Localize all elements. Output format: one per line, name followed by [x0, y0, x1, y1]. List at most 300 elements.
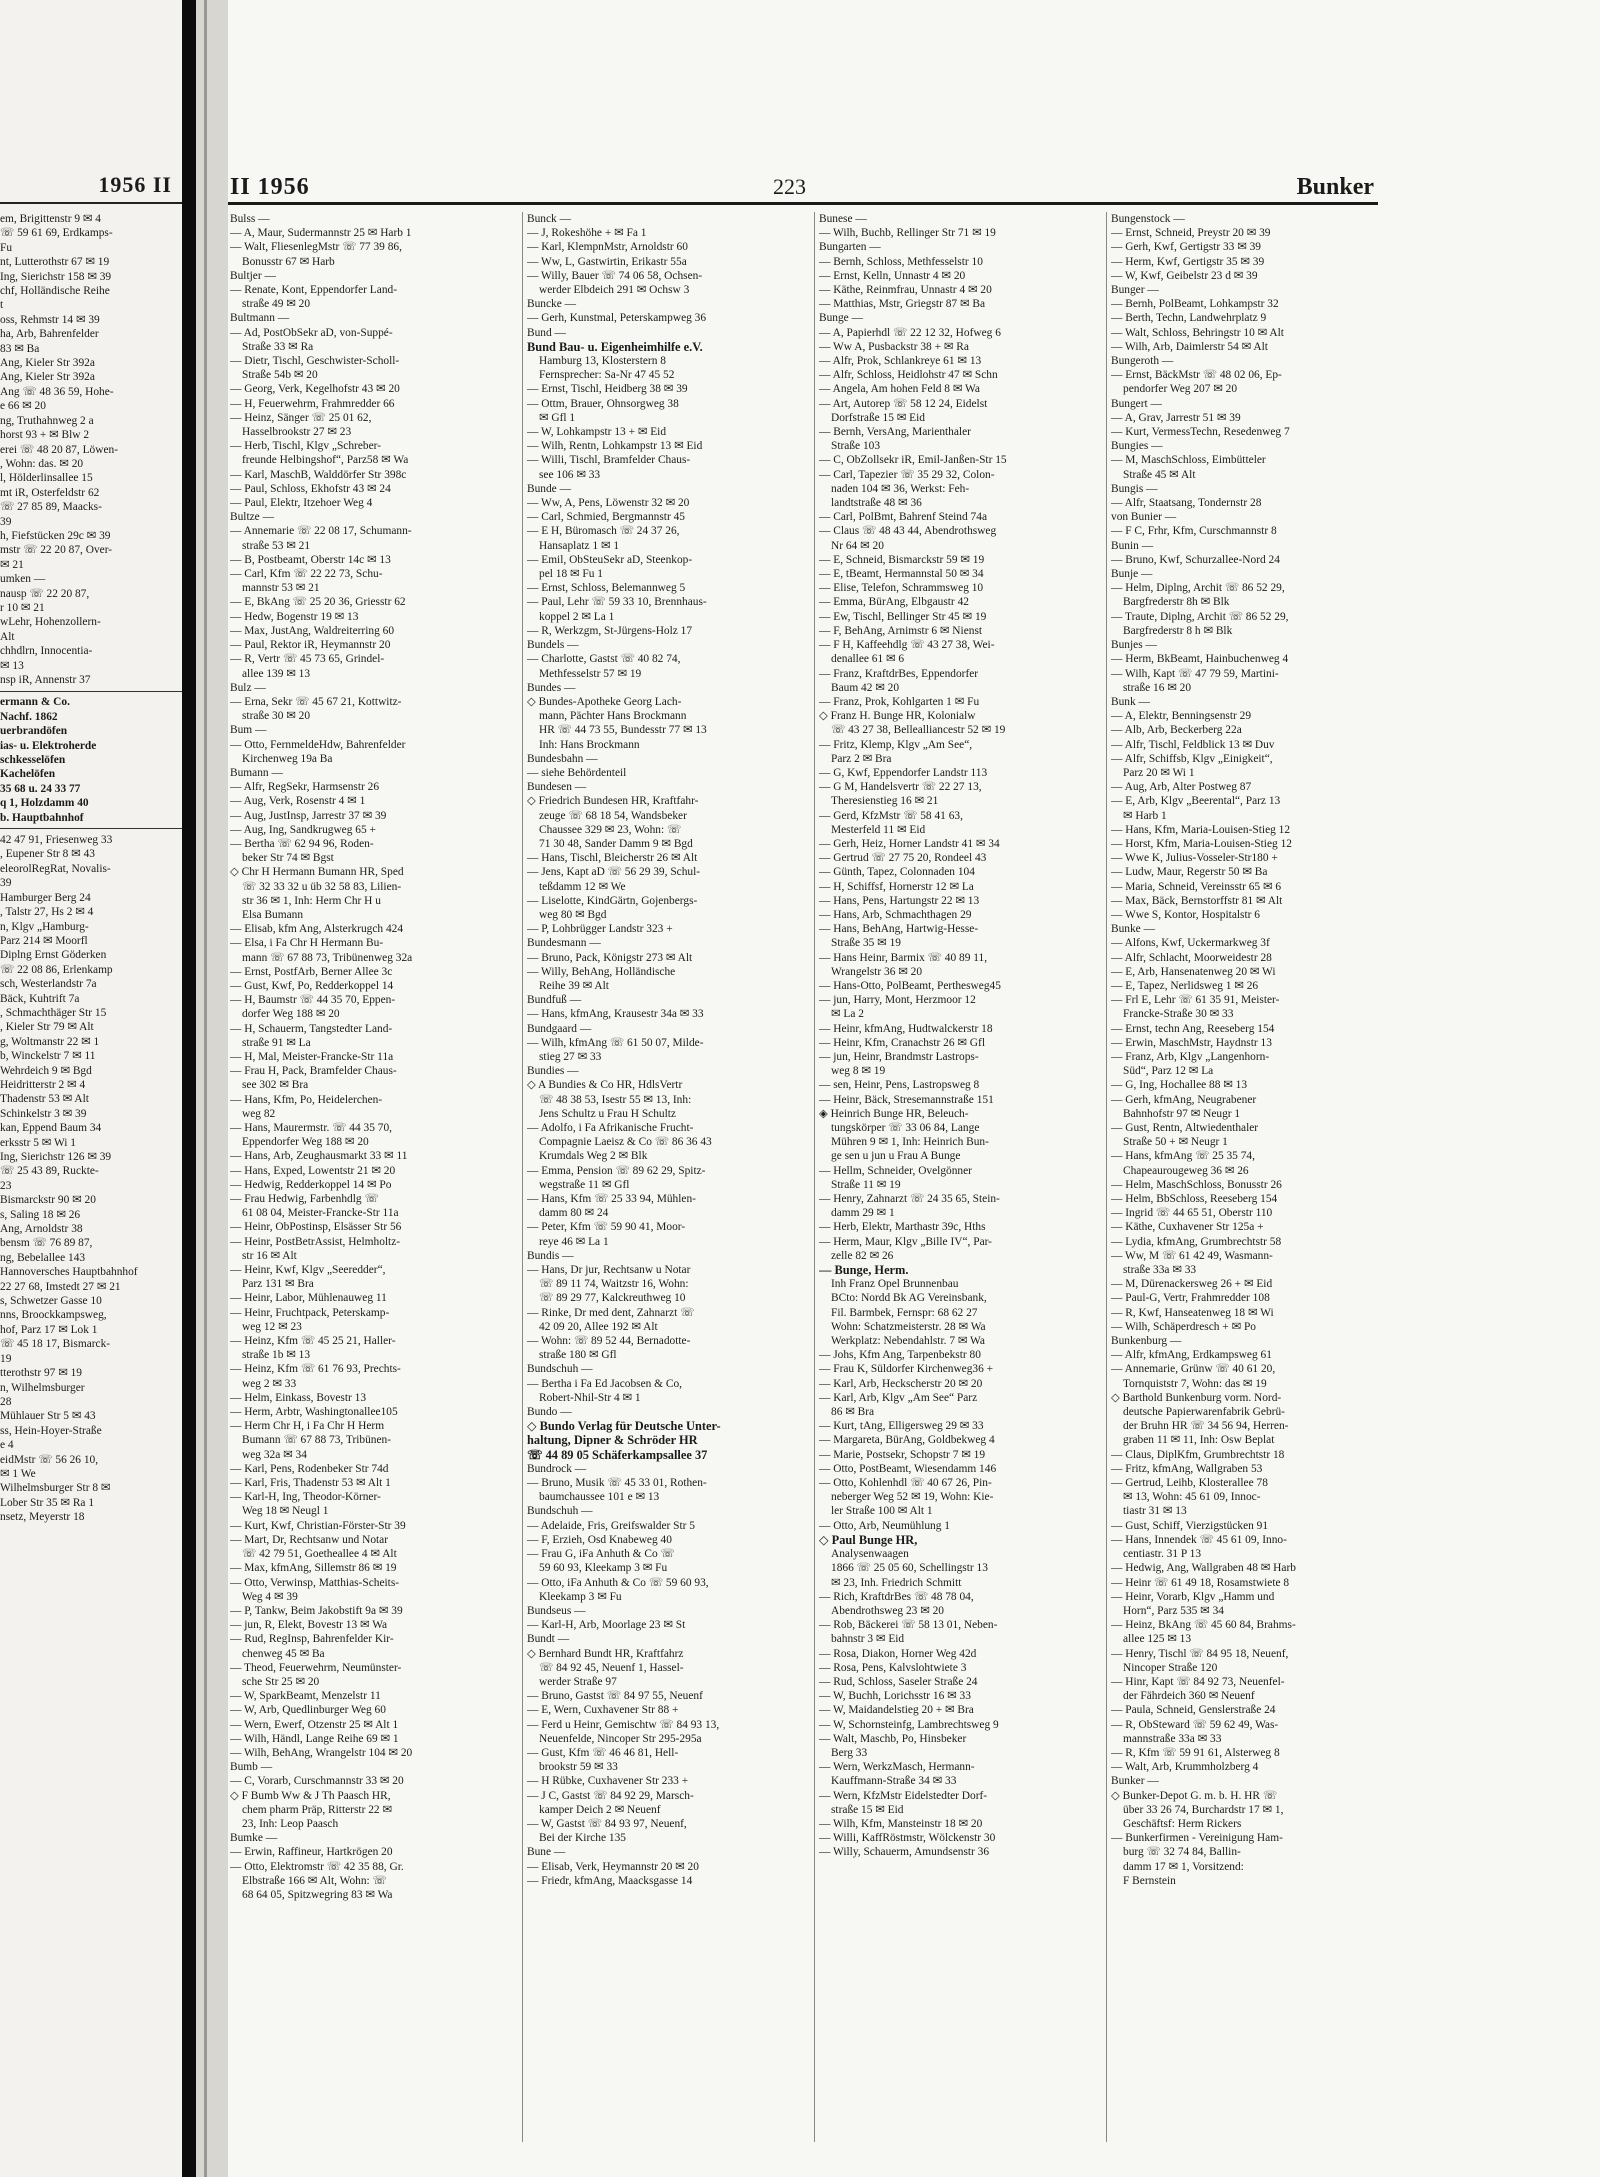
- directory-entry: Tornquiststr 7, Wohn: das ✉ 19: [1123, 1377, 1267, 1390]
- directory-entry: reye 46 ✉ La 1: [539, 1235, 609, 1248]
- adjacent-page-line: chhdlrn, Innocentia-: [0, 645, 93, 658]
- directory-entry: — F C, Frhr, Kfm, Curschmannstr 8: [1111, 525, 1277, 538]
- adjacent-page-line: , Kieler Str 79 ✉ Alt: [0, 1021, 94, 1034]
- directory-entry: naden 104 ✉ 36, Werkst: Feh-: [831, 482, 970, 495]
- directory-entry: — Otto, iFa Anhuth & Co ☏ 59 60 93,: [527, 1576, 709, 1589]
- adjacent-page-line: 19: [0, 1352, 12, 1365]
- surname-heading: Bumke —: [230, 1832, 278, 1845]
- directory-entry: — W, Buchh, Lorichsstr 16 ✉ 33: [819, 1690, 971, 1703]
- directory-entry: — Käthe, Reinmfrau, Unnastr 4 ✉ 20: [819, 284, 992, 297]
- directory-entry: — Aug, Verk, Rosenstr 4 ✉ 1: [230, 795, 366, 808]
- directory-entry: Francke-Straße 30 ✉ 33: [1123, 1008, 1234, 1021]
- directory-entry: Kauffmann-Straße 34 ✉ 33: [831, 1775, 957, 1788]
- directory-entry: ◇ Bunker-Depot G. m. b. H. HR ☏: [1111, 1789, 1278, 1802]
- directory-entry: straße 33a ✉ 33: [1123, 1264, 1197, 1277]
- adjacent-page-line: Diplng Ernst Göderken: [0, 949, 107, 962]
- directory-entry: ler Straße 100 ✉ Alt 1: [831, 1505, 933, 1518]
- directory-entry: chem pharm Präp, Ritterstr 22 ✉: [242, 1803, 392, 1816]
- directory-entry: — Fritz, Klemp, Klgv „Am See“,: [819, 738, 973, 751]
- surname-heading: Bundesen —: [527, 781, 587, 794]
- page-number: 223: [773, 174, 806, 199]
- directory-entry: — Rich, KraftdrBes ☏ 48 78 04,: [819, 1590, 974, 1603]
- adjacent-page-line: 23: [0, 1179, 12, 1192]
- directory-column-3: [814, 212, 1101, 2142]
- surname-heading: Bunjes —: [1111, 639, 1157, 652]
- surname-heading: Bundt —: [527, 1633, 570, 1646]
- surname-heading: Bundesbahn —: [527, 752, 598, 765]
- adjacent-page-line: , Eupener Str 8 ✉ 43: [0, 848, 95, 861]
- directory-entry: — Paul, Schloss, Ekhofstr 43 ✉ 24: [230, 482, 391, 495]
- directory-entry: — Otto, Arb, Neumühlung 1: [819, 1519, 950, 1532]
- adjacent-page-line: 28: [0, 1395, 12, 1408]
- directory-entry: — Willy, Bauer ☏ 74 06 58, Ochsen-: [527, 269, 703, 282]
- directory-entry: straße 180 ✉ Gfl: [539, 1349, 617, 1362]
- directory-entry: — B, Postbeamt, Oberstr 14c ✉ 13: [230, 553, 391, 566]
- directory-entry: — Karl-H, Ing, Theodor-Körner-: [230, 1491, 381, 1504]
- directory-entry: — Adelaide, Fris, Greifswalder Str 5: [527, 1519, 695, 1532]
- directory-entry: straße 53 ✉ 21: [242, 539, 311, 552]
- adjacent-page-line: kan, Eppend Baum 34: [0, 1122, 102, 1135]
- directory-entry: — Charlotte, Gastst ☏ 40 82 74,: [527, 653, 681, 666]
- adjacent-page-line: Heidritterstr 2 ✉ 4: [0, 1078, 86, 1091]
- directory-entry: Mesterfeld 11 ✉ Eid: [831, 823, 926, 836]
- directory-entry: weg 80 ✉ Bgd: [539, 908, 607, 921]
- directory-entry: — Rinke, Dr med dent, Zahnarzt ☏: [527, 1306, 695, 1319]
- directory-entry: Berg 33: [831, 1746, 868, 1759]
- directory-entry: 68 64 05, Spitzwegring 83 ✉ Wa: [242, 1888, 393, 1901]
- directory-entry: centiastr. 31 P 13: [1123, 1548, 1202, 1561]
- directory-entry: — F, BehAng, Arnimstr 6 ✉ Nienst: [819, 624, 983, 637]
- directory-entry: — G, Ing, Hochallee 88 ✉ 13: [1111, 1079, 1248, 1092]
- surname-heading: Bunck —: [527, 213, 571, 225]
- directory-entry: weg 12 ✉ 23: [242, 1320, 302, 1333]
- directory-entry: — Ernst, Schloss, Belemannweg 5: [527, 582, 686, 595]
- adjacent-page-line: ✉ 1 We: [0, 1467, 36, 1480]
- directory-entry: Methfesselstr 57 ✉ 19: [539, 667, 642, 680]
- directory-entry: ◇ Friedrich Bundesen HR, Kraftfahr-: [527, 795, 699, 808]
- directory-entry: — Heinz, Kfm ☏ 45 25 21, Haller-: [230, 1335, 396, 1348]
- directory-entry: Baum 42 ✉ 20: [831, 681, 900, 694]
- surname-heading: Bundseus —: [527, 1604, 586, 1617]
- directory-entry: — E, Wern, Cuxhavener Str 88 +: [527, 1704, 679, 1717]
- adjacent-page-line: chf, Holländische Reihe: [0, 285, 110, 298]
- directory-entry: — Rud, RegInsp, Bahrenfelder Kir-: [230, 1633, 394, 1646]
- directory-entry: — Heinr, Kfm, Cranachstr 26 ✉ Gfl: [819, 1036, 985, 1049]
- directory-entry: — Otto, Elektromstr ☏ 42 35 88, Gr.: [230, 1860, 404, 1873]
- adjacent-page-line: hof, Parz 17 ✉ Lok 1: [0, 1323, 98, 1336]
- directory-entry: Analysenwaagen: [831, 1548, 909, 1561]
- directory-entry: Krumdals Weg 2 ✉ Blk: [539, 1150, 648, 1163]
- directory-entry: Bund Bau- u. Eigenheimhilfe e.V.: [527, 339, 703, 354]
- directory-entry: Bumann ☏ 67 88 73, Tribünen-: [242, 1434, 392, 1447]
- adjacent-page-line: Hannoversches Hauptbahnhof: [0, 1266, 138, 1279]
- directory-entry: — Frau G, iFa Anhuth & Co ☏: [527, 1548, 675, 1561]
- adjacent-page-line: s, Saling 18 ✉ 26: [0, 1208, 81, 1221]
- directory-entry: — E H, Büromasch ☏ 24 37 26,: [527, 525, 680, 538]
- surname-heading: Bunk —: [1111, 695, 1150, 708]
- directory-entry: — W, Schornsteinfg, Lambrechtsweg 9: [819, 1718, 999, 1731]
- adjacent-page-header: [0, 172, 182, 204]
- directory-entry: — Franz, KraftdrBes, Eppendorfer: [819, 667, 979, 680]
- directory-entry: — Ernst, BäckMstr ☏ 48 02 06, Ep-: [1111, 369, 1282, 382]
- directory-entry: der Bruhn HR ☏ 34 56 94, Herren-: [1123, 1420, 1289, 1433]
- adjacent-page-line: Lober Str 35 ✉ Ra 1: [0, 1496, 95, 1509]
- directory-entry: — Henry, Zahnarzt ☏ 24 35 65, Stein-: [819, 1193, 1000, 1206]
- directory-entry: — H, Baumstr ☏ 44 35 70, Eppen-: [230, 994, 396, 1007]
- directory-entry: ◇ Barthold Bunkenburg vorm. Nord-: [1111, 1391, 1282, 1404]
- directory-entry: — Alfr, Prok, Schlankreye 61 ✉ 13: [819, 355, 982, 368]
- directory-entry: Neuenfelde, Nincoper Str 295-295a: [539, 1732, 702, 1745]
- directory-entry: — Franz, Arb, Klgv „Langenhorn-: [1111, 1050, 1270, 1063]
- directory-entry: — Carl, Kfm ☏ 22 22 73, Schu-: [230, 568, 383, 581]
- directory-entry: — Wilh, Buchb, Rellinger Str 71 ✉ 19: [819, 227, 996, 240]
- directory-entry: — Herm, BkBeamt, Hainbuchenweg 4: [1111, 653, 1289, 666]
- directory-entry: Elsa Bumann: [242, 908, 304, 921]
- directory-entry: Parz 2 ✉ Bra: [831, 752, 892, 765]
- adjacent-page-line: ✉ 21: [0, 558, 24, 571]
- surname-heading: Bunkenburg —: [1111, 1335, 1182, 1348]
- directory-entry: — jun, Heinr, Brandmstr Lastrops-: [819, 1050, 979, 1063]
- directory-entry: — Lydia, kfmAng, Grumbrechtstr 58: [1111, 1235, 1282, 1248]
- directory-entry: Inh Franz Opel Brunnenbau: [831, 1278, 959, 1291]
- directory-entry: — Erna, Sekr ☏ 45 67 21, Kottwitz-: [230, 695, 402, 708]
- directory-entry: — Hans, Kfm, Maria-Louisen-Stieg 12: [1111, 823, 1291, 836]
- directory-entry: — Wilh, Händl, Lange Reihe 69 ✉ 1: [230, 1732, 399, 1745]
- directory-entry: Straße 54b ✉ 20: [242, 369, 318, 382]
- directory-entry: — Carl, Tapezier ☏ 35 29 32, Colon-: [819, 468, 995, 481]
- directory-entry: — Heinz, Kfm ☏ 61 76 93, Prechts-: [230, 1363, 401, 1376]
- directory-entry: Weg 4 ✉ 39: [242, 1590, 298, 1603]
- surname-heading: Bunin —: [1111, 539, 1154, 552]
- directory-entry: — Ottm, Brauer, Ohnsorgweg 38: [527, 397, 679, 410]
- directory-entry: — Max, Bäck, Bernstorffstr 81 ✉ Alt: [1111, 894, 1283, 907]
- directory-entry: — Heinr, PostBetrAssist, Helmholtz-: [230, 1235, 401, 1248]
- directory-entry: Dorfstraße 15 ✉ Eid: [831, 411, 926, 424]
- surname-heading: Bundes —: [527, 681, 576, 694]
- directory-entry: ☏ 89 29 77, Kalckreuthweg 10: [539, 1292, 686, 1305]
- directory-entry: haltung, Dipner & Schröder HR: [527, 1433, 698, 1448]
- directory-entry: — Liselotte, KindGärtn, Gojenbergs-: [527, 894, 698, 907]
- adjacent-page-line: r 10 ✉ 21: [0, 601, 45, 614]
- directory-entry: Nr 64 ✉ 20: [831, 539, 884, 552]
- directory-entry: mannstr 53 ✉ 21: [242, 582, 320, 595]
- surname-heading: Bum —: [230, 724, 267, 737]
- directory-entry: — Hans, kfmAng ☏ 25 35 74,: [1111, 1150, 1255, 1163]
- directory-entry: weg 2 ✉ 33: [242, 1377, 297, 1390]
- directory-entry: — Franz, Prok, Kohlgarten 1 ✉ Fu: [819, 695, 980, 708]
- directory-entry: — Alfons, Kwf, Uckermarkweg 3f: [1111, 937, 1270, 950]
- adjacent-page-line: nt, Lutterothstr 67 ✉ 19: [0, 256, 110, 269]
- directory-entry: — H Rübke, Cuxhavener Str 233 +: [527, 1775, 689, 1788]
- book-gutter: [196, 0, 228, 2177]
- directory-entry: — Emil, ObSteuSekr aD, Steenkop-: [527, 553, 693, 566]
- directory-entry: ◈ Heinrich Bunge HR, Beleuch-: [819, 1107, 969, 1120]
- directory-entry: — Heinr, ObPostinsp, Elsässer Str 56: [230, 1221, 402, 1234]
- directory-entry: — Günth, Tapez, Colonnaden 104: [819, 866, 975, 879]
- adjacent-page-line: Wehrdeich 9 ✉ Bgd: [0, 1064, 92, 1077]
- directory-entry: graben 11 ✉ 11, Inh: Osw Beplat: [1123, 1434, 1275, 1447]
- directory-entry: — Bruno, Pack, Königstr 273 ✉ Alt: [527, 951, 693, 964]
- directory-entry: — Dietr, Tischl, Geschwister-Scholl-: [230, 355, 400, 368]
- directory-entry: 59 60 93, Kleekamp 3 ✉ Fu: [539, 1562, 668, 1575]
- directory-entry: — Heinr, Vorarb, Klgv „Hamm und: [1111, 1590, 1275, 1603]
- directory-entry: — Karl-H, Arb, Moorlage 23 ✉ St: [527, 1619, 686, 1632]
- directory-entry: Parz 20 ✉ Wi 1: [1123, 766, 1195, 779]
- surname-heading: Bune —: [527, 1846, 566, 1859]
- directory-entry: ◇ Bundo Verlag für Deutsche Unter-: [527, 1419, 721, 1434]
- directory-entry: — Gust, Rentn, Altwiedenthaler: [1111, 1122, 1259, 1134]
- directory-entry: — jun, R, Elekt, Bovestr 13 ✉ Wa: [230, 1619, 388, 1632]
- directory-entry: — Berth, Techn, Landwehrplatz 9: [1111, 312, 1267, 325]
- directory-entry: — Heinr ☏ 61 49 18, Rosamstwiete 8: [1111, 1576, 1290, 1589]
- directory-entry: Fil. Barmbek, Fernspr: 68 62 27: [831, 1306, 978, 1319]
- directory-entry: ◇ Franz H. Bunge HR, Kolonialw: [819, 710, 976, 723]
- directory-entry: — H, Schauerm, Tangstedter Land-: [230, 1022, 393, 1035]
- adjacent-page-line: mstr ☏ 22 20 87, Over-: [0, 544, 113, 557]
- directory-entry: zelle 82 ✉ 26: [831, 1249, 894, 1262]
- directory-entry: — Hans, Kfm, Po, Heidelerchen-: [230, 1093, 383, 1106]
- directory-entry: — Hedw, Bogenstr 19 ✉ 13: [230, 610, 359, 623]
- adjacent-page-line: , Schmachthäger Str 15: [0, 1006, 107, 1019]
- directory-entry: — Helm, Diplng, Archit ☏ 86 52 29,: [1111, 582, 1285, 595]
- directory-entry: — Hans, Kfm ☏ 25 33 94, Mühlen-: [527, 1193, 696, 1206]
- directory-entry: ☏ 89 11 74, Waitzstr 16, Wohn:: [539, 1278, 689, 1291]
- surname-heading: Bundels —: [527, 639, 579, 652]
- directory-entry: — Adolfo, i Fa Afrikanische Frucht-: [527, 1122, 694, 1134]
- directory-entry: — Hellm, Schneider, Ovelgönner: [819, 1164, 972, 1177]
- directory-entry: — Karl, KlempnMstr, Arnoldstr 60: [527, 241, 688, 254]
- directory-entry: — Elsa, i Fa Chr H Hermann Bu-: [230, 937, 384, 950]
- adjacent-page-line: horst 93 + ✉ Blw 2: [0, 429, 90, 442]
- directory-entry: — Gerh, kfmAng, Neugrabener: [1111, 1093, 1257, 1106]
- directory-entry: Hansaplatz 1 ✉ 1: [539, 539, 620, 552]
- surname-heading: Bundfuß —: [527, 994, 582, 1007]
- adjacent-page-line: Ang, Kieler Str 392a: [0, 371, 95, 384]
- surname-heading: Bundies —: [527, 1065, 579, 1078]
- directory-entry: str 36 ✉ 1, Inh: Herm Chr H u: [242, 894, 381, 907]
- surname-heading: Bulz —: [230, 681, 266, 694]
- directory-column-4: [1106, 212, 1378, 2142]
- directory-entry: — Wern, KfzMstr Eidelstedter Dorf-: [819, 1789, 988, 1802]
- directory-entry: — C, ObZollsekr iR, Emil-Janßen-Str 15: [819, 454, 1007, 467]
- directory-entry: Robert-Nhil-Str 4 ✉ 1: [539, 1391, 641, 1404]
- directory-entry: deutsche Papierwarenfabrik Gebrü-: [1123, 1406, 1285, 1419]
- directory-entry: — W, Kwf, Geibelstr 23 d ✉ 39: [1111, 269, 1258, 282]
- adjacent-page-line: erksstr 5 ✉ Wi 1: [0, 1136, 76, 1149]
- adjacent-page-line: Ang, Kieler Str 392a: [0, 357, 95, 370]
- directory-entry: Jens Schultz u Frau H Schultz: [539, 1107, 676, 1120]
- adjacent-page-line: Thadenstr 53 ✉ Alt: [0, 1093, 89, 1106]
- adjacent-page-line: Fu: [0, 241, 13, 254]
- directory-entry: — E, Arb, Klgv „Beerental“, Parz 13: [1111, 795, 1281, 808]
- directory-entry: — Friedr, kfmAng, Maacksgasse 14: [527, 1874, 693, 1887]
- adjacent-page-line: ☏ 27 85 89, Maacks-: [0, 501, 102, 514]
- directory-entry: — Wwe K, Julius-Vosseler-Str180 +: [1111, 852, 1278, 865]
- directory-entry: ◇ Bundes-Apotheke Georg Lach-: [527, 695, 682, 708]
- advert-line: ias- u. Elektroherde: [0, 739, 97, 752]
- directory-entry: — Helm, Einkass, Bovestr 13: [230, 1391, 367, 1404]
- directory-entry: — M, MaschSchloss, Eimbütteler: [1111, 454, 1266, 467]
- directory-entry: sche Str 25 ✉ 20: [242, 1675, 320, 1688]
- directory-entry: — Ernst, techn Ang, Reeseberg 154: [1111, 1022, 1275, 1035]
- directory-entry: — Paul, Elektr, Itzehoer Weg 4: [230, 497, 373, 510]
- directory-entry: — Heinz, Sänger ☏ 25 01 62,: [230, 411, 372, 424]
- adjacent-page-line: ha, Arb, Bahrenfelder: [0, 328, 99, 341]
- directory-entry: — W, Maidandelstieg 20 + ✉ Bra: [819, 1704, 974, 1717]
- directory-entry: — Alfr, Schloss, Heidlohstr 47 ✉ Schn: [819, 369, 998, 382]
- adjacent-page-line: s, Schwetzer Gasse 10: [0, 1295, 102, 1308]
- adjacent-page-line: 42 47 91, Friesenweg 33: [0, 834, 113, 847]
- directory-entry: — Ew, Tischl, Bellinger Str 45 ✉ 19: [819, 610, 987, 623]
- directory-entry: — Max, JustAng, Waldreiterring 60: [230, 624, 395, 637]
- directory-entry: — Herm, Arbtr, Washingtonallee105: [230, 1406, 398, 1419]
- surname-heading: Bunger —: [1111, 284, 1159, 297]
- directory-entry: — Kurt, tAng, Elligersweg 29 ✉ 33: [819, 1420, 984, 1433]
- adjacent-page-line: Parz 214 ✉ Moorfl: [0, 934, 88, 947]
- surname-heading: Bumann —: [230, 766, 283, 779]
- adjacent-page-line: Ang, Arnoldstr 38: [0, 1223, 83, 1236]
- adjacent-page-line: umken —: [0, 573, 46, 586]
- directory-entry: werder Elbdeich 291 ✉ Ochsw 3: [539, 284, 690, 297]
- adjacent-page-line: 83 ✉ Ba: [0, 342, 40, 355]
- surname-heading: Bundis —: [527, 1249, 574, 1262]
- adjacent-page-line: g, Woltmanstr 22 ✉ 1: [0, 1035, 100, 1048]
- directory-entry: — Rud, Schloss, Saseler Straße 24: [819, 1675, 978, 1688]
- directory-entry: — C, Vorarb, Curschmannstr 33 ✉ 20: [230, 1775, 404, 1788]
- directory-entry: — W, Arb, Quedlinburger Weg 60: [230, 1704, 386, 1717]
- advert-line: b. Hauptbahnhof: [0, 811, 84, 824]
- directory-entry: ◇ Chr H Hermann Bumann HR, Sped: [230, 866, 404, 879]
- adjacent-page-line: Bäck, Kuhtrift 7a: [0, 992, 80, 1005]
- adjacent-page-line: n, Klgv „Hamburg-: [0, 920, 89, 933]
- directory-entry: — Ferd u Heinr, Gemischtw ☏ 84 93 13,: [527, 1718, 720, 1731]
- directory-entry: 71 30 48, Sander Damm 9 ✉ Bgd: [539, 837, 693, 850]
- directory-entry: — Willi, Tischl, Bramfelder Chaus-: [527, 454, 691, 467]
- directory-entry: — Johs, Kfm Ang, Tarpenbekstr 80: [819, 1349, 981, 1362]
- adjacent-page-line: l, Hölderlinsallee 15: [0, 472, 93, 485]
- directory-entry: Compagnie Laeisz & Co ☏ 86 36 43: [539, 1136, 712, 1149]
- directory-entry: — Alfr, Schiffsb, Klgv „Einigkeit“,: [1111, 752, 1273, 765]
- directory-entry: — R, ObSteward ☏ 59 62 49, Was-: [1111, 1718, 1279, 1731]
- directory-entry: Wohn: Schatzmeisterstr. 28 ✉ Wa: [831, 1320, 986, 1333]
- adjacent-page-line: eleorolRegRat, Novalis-: [0, 862, 111, 875]
- directory-entry: — Gust, Kwf, Po, Redderkoppel 14: [230, 979, 394, 992]
- directory-entry: — Bertha i Fa Ed Jacobsen & Co,: [527, 1377, 683, 1390]
- directory-entry: — Otto, PostBeamt, Wiesendamm 146: [819, 1462, 997, 1475]
- directory-entry: — Ernst, PostfArb, Berner Allee 3c: [230, 965, 393, 978]
- directory-entry: — W, SparkBeamt, Menzelstr 11: [230, 1690, 381, 1703]
- directory-entry: Bahnhofstr 97 ✉ Neugr 1: [1123, 1107, 1241, 1120]
- directory-entry: — Bunge, Herm.: [819, 1263, 909, 1278]
- directory-entry: — Hans Heinr, Barmix ☏ 40 89 11,: [819, 951, 988, 964]
- directory-entry: F Bernstein: [1123, 1874, 1176, 1887]
- directory-entry: Kleekamp 3 ✉ Fu: [539, 1590, 622, 1603]
- directory-column-2: [522, 212, 809, 2142]
- directory-entry: Chapeaurougeweg 36 ✉ 26: [1123, 1164, 1249, 1177]
- directory-entry: — Herb, Elektr, Marthastr 39c, Hths: [819, 1221, 986, 1234]
- directory-entry: — Gertrud ☏ 27 75 20, Rondeel 43: [819, 852, 987, 865]
- directory-entry: — Walt, Maschb, Po, Hinsbeker: [819, 1732, 967, 1745]
- adjacent-page-line: ✉ 13: [0, 659, 24, 672]
- directory-entry: — Hinr, Kapt ☏ 84 92 73, Neuenfel-: [1111, 1675, 1285, 1688]
- directory-entry: — Karl, Fris, Thadenstr 53 ✉ Alt 1: [230, 1477, 391, 1490]
- directory-entry: werder Straße 97: [539, 1675, 617, 1688]
- adjacent-page-line: nsetz, Meyerstr 18: [0, 1511, 85, 1524]
- surname-heading: Bultmann —: [230, 312, 290, 325]
- directory-entry: allee 139 ✉ 13: [242, 667, 311, 680]
- directory-entry: — Paul-G, Vertr, Frahmredder 108: [1111, 1292, 1270, 1305]
- adjacent-page-line: Mühlauer Str 5 ✉ 43: [0, 1410, 96, 1423]
- directory-entry: straße 91 ✉ La: [242, 1036, 311, 1049]
- directory-entry: — Rob, Bäckerei ☏ 58 13 01, Neben-: [819, 1619, 998, 1632]
- directory-entry: Weg 18 ✉ Neugl 1: [242, 1505, 329, 1518]
- adjacent-page-line: nausp ☏ 22 20 87,: [0, 587, 90, 600]
- directory-entry: — Ww A, Pusbackstr 38 + ✉ Ra: [819, 340, 969, 353]
- adjacent-page-line: Hamburger Berg 24: [0, 891, 91, 904]
- directory-entry: — Marie, Postsekr, Schopstr 7 ✉ 19: [819, 1448, 986, 1461]
- directory-entry: — E, Tapez, Nerlidsweg 1 ✉ 26: [1111, 979, 1259, 992]
- page-header-keyword: Bunker: [1296, 174, 1374, 200]
- advert-line: ermann & Co.: [0, 696, 70, 709]
- adjacent-page-line: Ing, Sierichstr 158 ✉ 39: [0, 270, 112, 283]
- adjacent-page-line: Wilhelmsburger Str 8 ✉: [0, 1482, 111, 1495]
- adjacent-page-line: ☏ 22 08 86, Erlenkamp: [0, 963, 113, 976]
- directory-entry: straße 1b ✉ 13: [242, 1349, 311, 1362]
- directory-entry: — Bernh, Schloss, Methfesselstr 10: [819, 255, 983, 268]
- directory-entry: freunde Helbingshof“, Parz58 ✉ Wa: [242, 454, 409, 467]
- directory-entry: — Angela, Am hohen Feld 8 ✉ Wa: [819, 383, 980, 396]
- directory-entry: — E, tBeamt, Hermannstal 50 ✉ 34: [819, 568, 984, 581]
- directory-entry: — P, Lohbrügger Landstr 323 +: [527, 923, 673, 936]
- directory-entry: — Wilh, Kfm, Mansteinstr 18 ✉ 20: [819, 1817, 983, 1830]
- directory-entry: — Rosa, Diakon, Horner Weg 42d: [819, 1647, 977, 1660]
- surname-heading: Bunde —: [527, 482, 571, 495]
- directory-entry: neberger Weg 52 ✉ 19, Wohn: Kie-: [831, 1491, 994, 1504]
- directory-entry: — Gerh, Heiz, Horner Landstr 41 ✉ 34: [819, 837, 1000, 850]
- directory-entry: — Emma, BürAng, Elbgaustr 42: [819, 596, 969, 609]
- directory-entry: — A, Papierhdl ☏ 22 12 32, Hofweg 6: [819, 326, 1001, 339]
- directory-entry: kamper Deich 2 ✉ Neuenf: [539, 1803, 661, 1816]
- directory-entry: — Karl, Arb, Klgv „Am See“ Parz: [819, 1391, 978, 1404]
- directory-entry: — Carl, PolBmt, Bahrenf Steind 74a: [819, 511, 987, 524]
- directory-entry: Nincoper Straße 120: [1123, 1661, 1218, 1674]
- directory-entry: bahnstr 3 ✉ Eid: [831, 1633, 905, 1646]
- directory-entry: — R, Vertr ☏ 45 73 65, Grindel-: [230, 653, 385, 666]
- directory-entry: Hamburg 13, Klosterstern 8: [539, 355, 666, 368]
- directory-entry: 23, Inh: Leop Paasch: [242, 1817, 339, 1830]
- directory-entry: pel 18 ✉ Fu 1: [539, 568, 603, 581]
- directory-entry: denallee 61 ✉ 6: [831, 653, 905, 666]
- directory-entry: chenweg 45 ✉ Ba: [242, 1647, 325, 1660]
- directory-entry: — Hans, Innendek ☏ 45 61 09, Inno-: [1111, 1533, 1287, 1546]
- directory-entry: — E, Schneid, Bismarckstr 59 ✉ 19: [819, 553, 985, 566]
- directory-entry: — Margareta, BürAng, Goldbekweg 4: [819, 1434, 995, 1447]
- directory-entry: — Emma, Pension ☏ 89 62 29, Spitz-: [527, 1164, 706, 1177]
- adjacent-page-line: Bismarckstr 90 ✉ 20: [0, 1194, 96, 1207]
- directory-entry: — J, Rokeshöhe + ✉ Fa 1: [527, 227, 647, 240]
- directory-entry: 1866 ☏ 25 05 60, Schellingstr 13: [831, 1562, 988, 1575]
- directory-entry: — Karl, Arb, Heckscherstr 20 ✉ 20: [819, 1377, 983, 1390]
- surname-heading: Bunje —: [1111, 568, 1153, 581]
- directory-entry: ✉ La 2: [831, 1008, 864, 1021]
- directory-entry: ☏ 42 79 51, Goetheallee 4 ✉ Alt: [242, 1548, 397, 1561]
- directory-entry: — Gertrud, Leihb, Klosterallee 78: [1111, 1477, 1268, 1490]
- directory-entry: — Kurt, VermessTechn, Resedenweg 7: [1111, 426, 1290, 439]
- adjacent-page-line: sch, Westerlandstr 7a: [0, 978, 97, 991]
- directory-entry: stieg 27 ✉ 33: [539, 1050, 602, 1063]
- advert-line: uerbrandöfen: [0, 725, 68, 738]
- directory-entry: 42 09 20, Allee 192 ✉ Alt: [539, 1320, 658, 1333]
